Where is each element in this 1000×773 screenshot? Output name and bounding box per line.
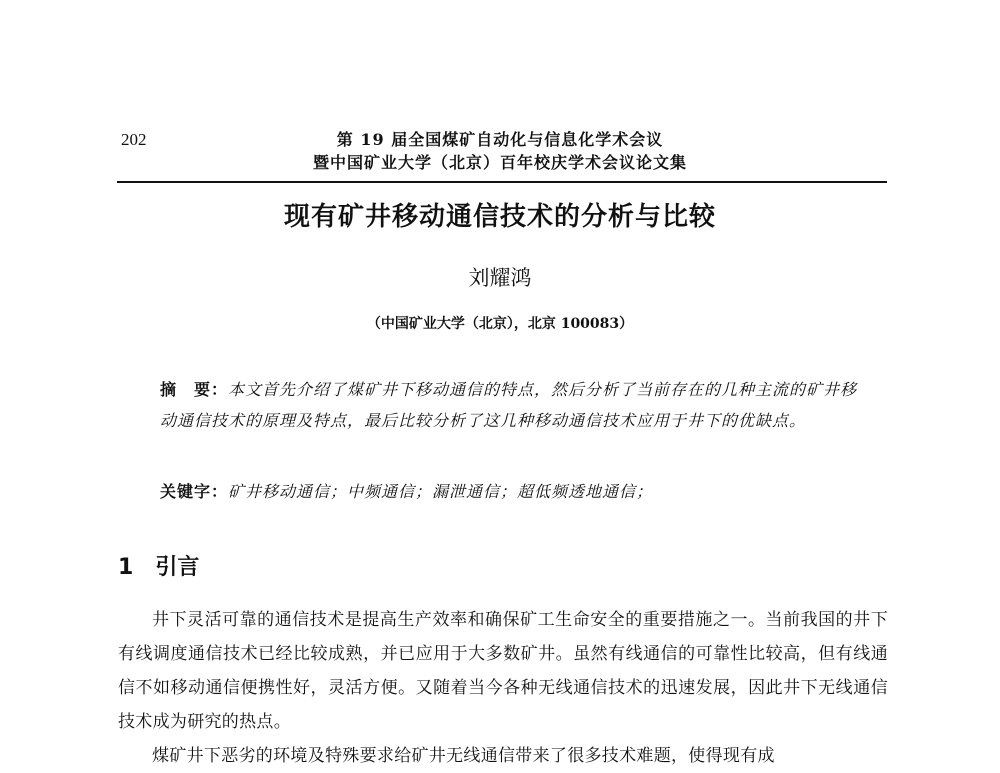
paper-title: 现有矿井移动通信技术的分析与比较 — [283, 202, 716, 232]
keywords — [160, 479, 860, 502]
author-affiliation: （中国矿业大学（北京），北京 100083） — [366, 316, 634, 332]
body-paragraph: 井下灵活可靠的通信技术是提高生产效率和确保矿工生命安全的重要措施之一。当前我国的井下有线调度通信技术已经比较成熟，并已应用于大多数矿井。虽然有线通信的可靠性比较高，但有线通信不如移动通信便携性好，灵活方便。又随着当今各种无线通信技术的迅速发展，因此井下无线通信技术成为研究的热点。 — [118, 610, 888, 732]
abstract — [160, 374, 860, 436]
body-text — [118, 603, 888, 773]
section-title: 引言 — [155, 555, 200, 580]
abstract-text: 本文首先介绍了煤矿井下移动通信的特点，然后分析了当前存在的几种主流的矿井移动通信技术的原理及特点，最后比较分析了这几种移动通信技术应用于井下的优缺点。 — [160, 380, 858, 430]
conference-title-line2: 暨中国矿业大学（北京）百年校庆学术会议论文集 — [312, 153, 687, 172]
page-number: 202 — [121, 130, 147, 149]
section-heading — [118, 550, 199, 581]
header-rule — [117, 181, 887, 183]
keywords-label: 关键字： — [160, 482, 229, 501]
author-name: 刘耀鸿 — [468, 266, 532, 290]
body-paragraph: 煤矿井下恶劣的环境及特殊要求给矿井无线通信带来了很多技术难题，使得现有成 — [152, 746, 775, 766]
keywords-text: 矿井移动通信；中频通信；漏泄通信；超低频透地通信； — [228, 482, 654, 501]
running-header — [0, 128, 1000, 174]
conference-title-line1: 第 19 届全国煤矿自动化与信息化学术会议 — [336, 130, 664, 149]
section-number: 1 — [118, 555, 134, 580]
abstract-label: 摘 要： — [160, 380, 229, 399]
